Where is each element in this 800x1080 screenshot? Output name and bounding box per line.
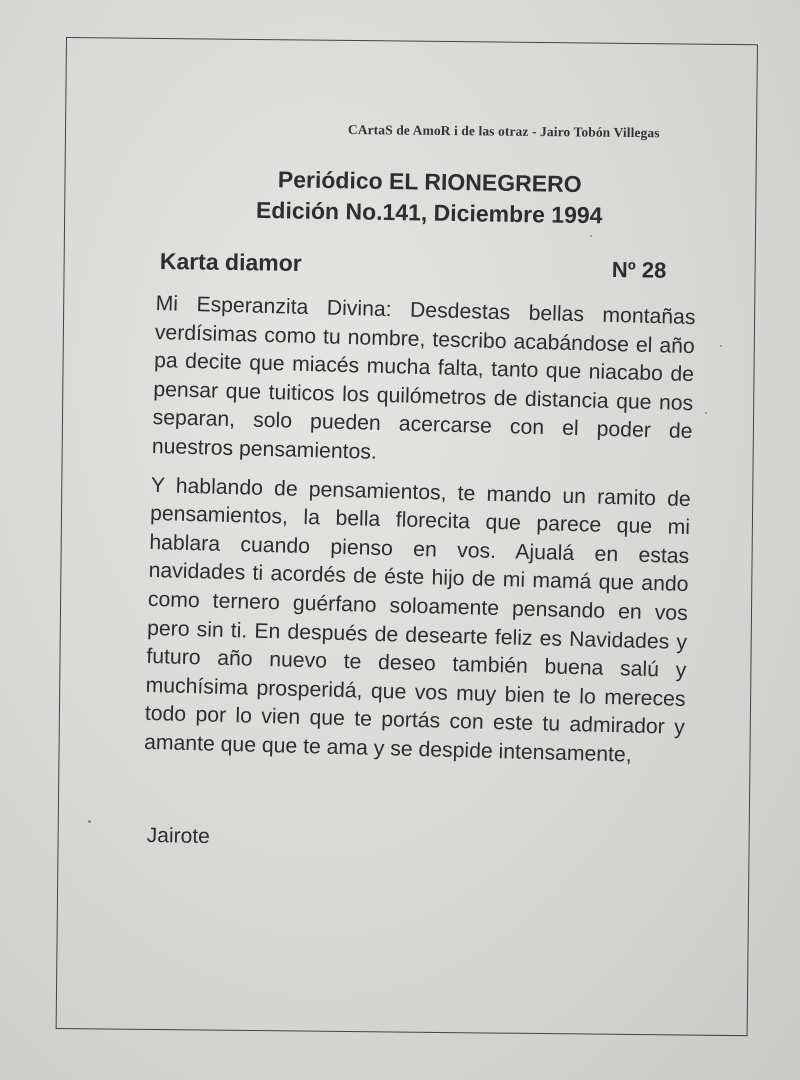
letter-number: Nº 28: [611, 257, 667, 283]
letter-signature: Jairote: [146, 824, 211, 849]
series-header: CArtaS de AmoR i de las otraz - Jairo Tobón Villegas: [347, 122, 660, 141]
paragraph-2: Y hablando de pensamientos, te mando un ramito de pensamientos, la bella florecita que parece que mi hablara cuando pienso en vos. Ajualá en estas navidades ti acordés de éste hijo de mi mamá que ando como ternero guérfano soloamente pensando en vos pero sin ti. En después de desearte feliz es Navidades y futuro año nuevo te deseo también buena salú y muchísima prosperidá, que vos muy bien te lo mereces todo por lo vien que te portás con este tu admirador y amante que que te ama y se despide intensamente,: [143, 473, 692, 767]
newspaper-title-block: [199, 163, 660, 232]
edition-line: Edición No.141, Diciembre 1994: [255, 196, 603, 229]
letter-body: [144, 290, 696, 781]
paper-speck: [88, 820, 91, 823]
letter-heading: Karta diamor: [159, 248, 302, 276]
paper-speck: [590, 235, 592, 237]
newspaper-name: Periódico EL RIONEGRERO: [277, 166, 582, 197]
paper-speck: [705, 412, 707, 414]
paper-speck: [720, 345, 722, 347]
paragraph-1: Mi Esperanzita Divina: Desdestas bellas montañas verdísimas como tu nombre, tescribo acabándose el año pa decite que miacés mucha falta, tanto que niacabo de pensar que tuiticos los quilómetros de distancia que nos separan, solo pueden acercarse con el poder de nuestros pensamientos.: [151, 291, 696, 464]
